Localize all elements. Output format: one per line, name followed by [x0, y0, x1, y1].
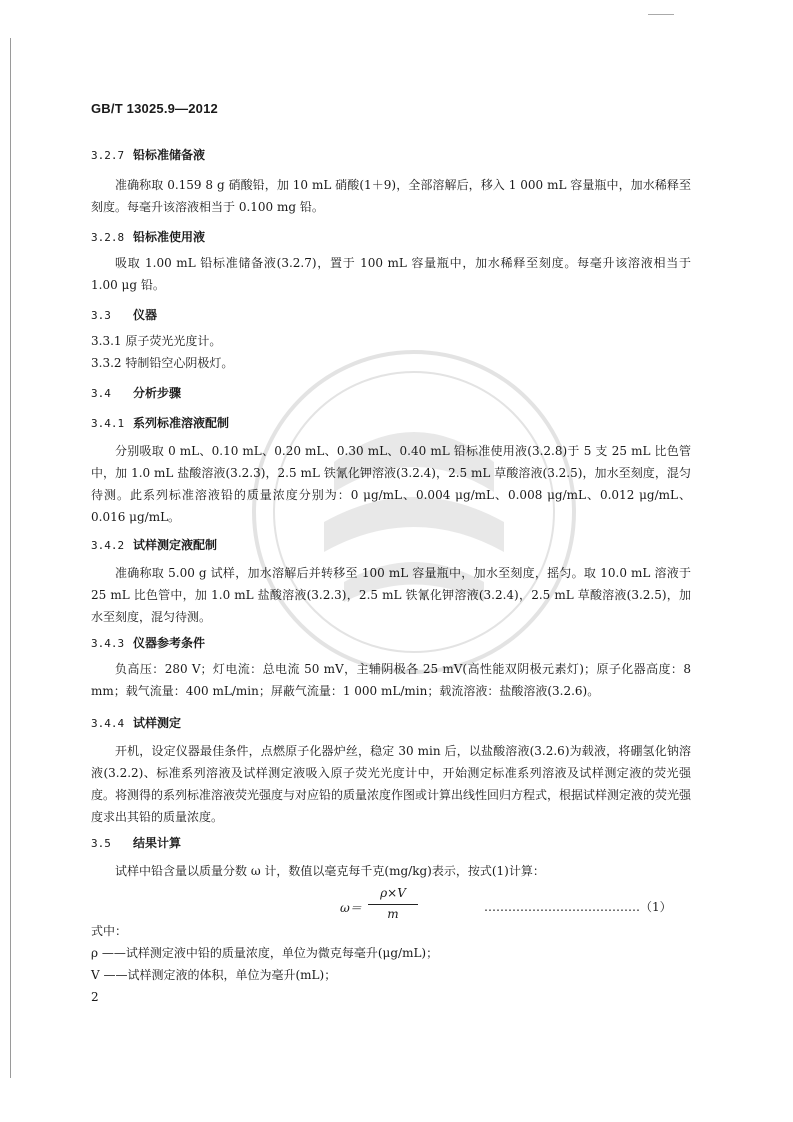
fraction-bar — [368, 904, 418, 905]
section-heading: 3.5 结果计算 — [91, 836, 182, 850]
section-heading: 3.4.4 试样测定 — [91, 716, 182, 730]
variable-rho: ρ ——试样测定液中铅的质量浓度，单位为微克每毫升(μg/mL)； — [91, 946, 439, 960]
section-heading: 3.2.7 铅标准储备液 — [91, 148, 206, 162]
variable-v: V ——试样测定液的体积，单位为毫升(mL)； — [91, 968, 337, 982]
paragraph-3-4-2: 准确称取 5.00 g 试样，加水溶解后并转移至 100 mL 容量瓶中，加水至刻度，摇匀。取 10.0 mL 溶液于 25 mL 比色管中，加 1.0 mL 盐酸溶液(3.2.3)，2.5 mL 铁氰化钾溶液(3.2.4)，2.5 mL 草酸溶液(3.2.5)，加水至刻度，混匀待测。 — [91, 566, 691, 624]
paragraph-3-2-7: 准确称取 0.159 8 g 硝酸铅，加 10 mL 硝酸(1＋9)，全部溶解后，移入 1 000 mL 容量瓶中，加水稀释至刻度。每毫升该溶液相当于 0.100 mg 铅。 — [91, 178, 691, 214]
equation-number: …………………………………（1） — [484, 900, 672, 914]
scan-mark — [648, 14, 674, 15]
list-item: 3.3.2 特制铅空心阴极灯。 — [91, 356, 234, 370]
page-number: 2 — [91, 990, 99, 1004]
formula-lhs: ω＝ — [340, 901, 362, 915]
formula-denominator: m — [387, 907, 399, 921]
section-heading: 3.2.8 铅标准使用液 — [91, 230, 206, 244]
section-heading: 3.4 分析步骤 — [91, 386, 182, 400]
list-item: 3.3.1 原子荧光光度计。 — [91, 334, 222, 348]
scan-edge-line — [10, 38, 11, 1078]
paragraph-3-4-4: 开机，设定仪器最佳条件，点燃原子化器炉丝，稳定 30 min 后，以盐酸溶液(3.2.6)为载液，将硼氢化钠溶液(3.2.2)、标准系列溶液及试样测定液吸入原子荧光光度计中，开始测定标准系列溶液及试样测定液的荧光强度。将测得的系列标准溶液荧光强度与对应铅的质量浓度作图或计算出线性回归方程式，根据试样测定液的荧光强度求出其铅的质量浓度。 — [91, 744, 692, 824]
formula-numerator: ρ×V — [380, 886, 406, 900]
section-heading: 3.4.2 试样测定液配制 — [91, 538, 218, 552]
section-heading: 3.4.1 系列标准溶液配制 — [91, 416, 230, 430]
section-heading: 3.4.3 仪器参考条件 — [91, 636, 206, 650]
section-heading: 3.3 仪器 — [91, 308, 158, 322]
paragraph-3-4-1: 分别吸取 0 mL、0.10 mL、0.20 mL、0.30 mL、0.40 mL 铅标准使用液(3.2.8)于 5 支 25 mL 比色管中，加 1.0 mL 盐酸溶液(3.2.3)，2.5 mL 铁氰化钾溶液(3.2.4)，2.5 mL 草酸溶液(3.2.5)，加水至刻度，混匀待测。此系列标准溶液铅的质量浓度分别为：0 μg/mL、0.004 μg/mL、0.008 μg/mL、0.012 μg/mL、0.016 μg/mL。 — [91, 444, 691, 524]
standard-code: GB/T 13025.9—2012 — [91, 101, 218, 116]
where-label: 式中： — [91, 924, 128, 938]
paragraph-3-4-3: 负高压：280 V；灯电流：总电流 50 mV，主辅阴极各 25 mV(高性能双阴极元素灯)；原子化器高度：8 mm；载气流量：400 mL/min；屏蔽气流量：1 000 mL/min；载流溶液：盐酸溶液(3.2.6)。 — [91, 662, 691, 698]
paragraph-3-2-8: 吸取 1.00 mL 铅标准储备液(3.2.7)，置于 100 mL 容量瓶中，加水稀释至刻度。每毫升该溶液相当于 1.00 μg 铅。 — [91, 256, 691, 292]
paragraph-3-5: 试样中铅含量以质量分数 ω 计，数值以毫克每千克(mg/kg)表示，按式(1)计算： — [115, 864, 545, 878]
formula-fraction — [368, 886, 418, 923]
